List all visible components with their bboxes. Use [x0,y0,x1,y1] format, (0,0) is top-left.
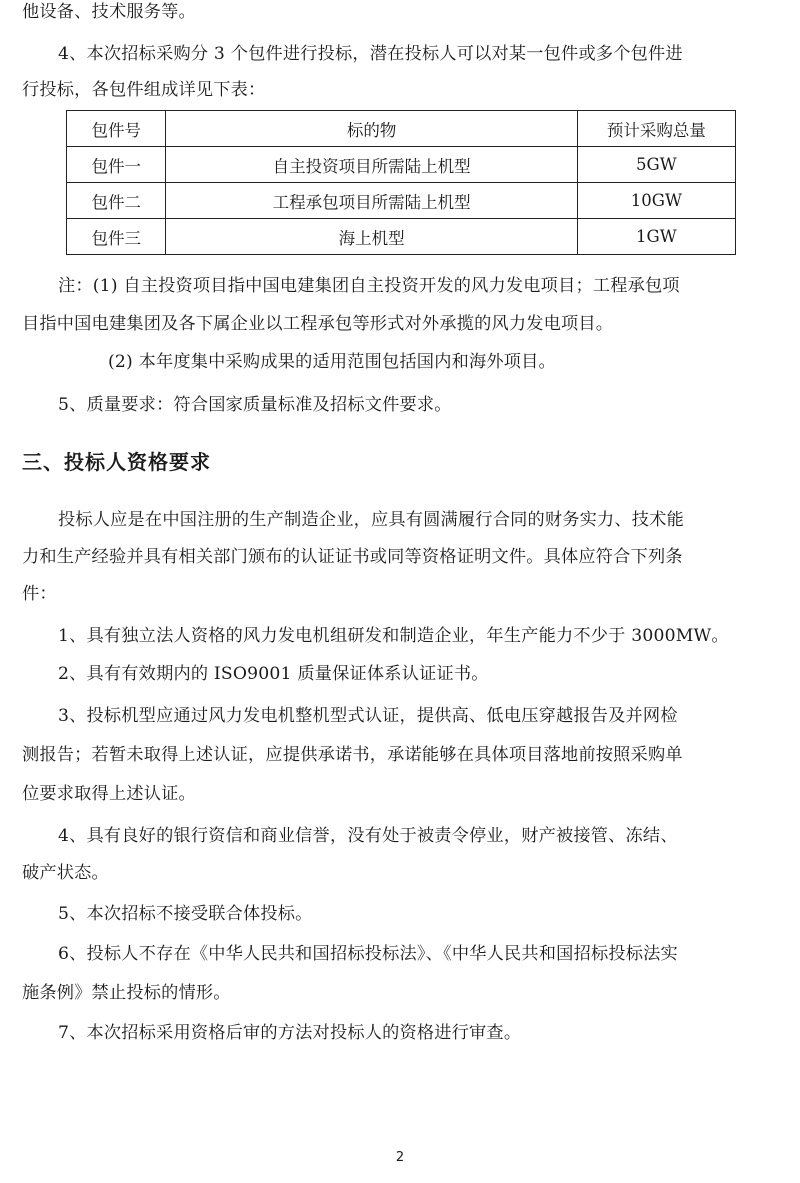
req-4-line-2: 破产状态。 [22,863,109,883]
item-5: 5、质量要求：符合国家质量标准及招标文件要求。 [58,395,452,415]
table-cell: 包件三 [67,219,166,255]
note-1-line-2: 目指中国电建集团及各下属企业以工程承包等形式对外承揽的风力发电项目。 [22,314,614,334]
req-7: 7、本次招标采用资格后审的方法对投标人的资格进行审查。 [58,1023,522,1043]
table-row [67,147,736,183]
item-4-line-2: 行投标，各包件组成详见下表： [22,80,266,100]
req-6-line-1: 6、投标人不存在《中华人民共和国招标投标法》、《中华人民共和国招标投标法实 [58,944,678,964]
table-row [67,219,736,255]
table-cell: 自主投资项目所需陆上机型 [166,147,577,183]
section-title: 三、投标人资格要求 [22,450,211,474]
package-table [66,110,736,255]
table-row [67,183,736,219]
note-1-line-1: 注：(1) 自主投资项目指中国电建集团自主投资开发的风力发电项目；工程承包项 [58,276,680,296]
note-2: (2) 本年度集中采购成果的适用范围包括国内和海外项目。 [108,352,556,372]
table-cell: 5GW [577,147,735,183]
table-cell: 包件二 [67,183,166,219]
table-cell: 10GW [577,183,735,219]
req-intro-line-3: 件： [22,584,57,604]
header-cell: 预计采购总量 [577,111,735,147]
table-cell: 海上机型 [166,219,577,255]
req-3-line-2: 测报告；若暂未取得上述认证，应提供承诺书，承诺能够在具体项目落地前按照采购单 [22,745,683,765]
req-intro-line-1: 投标人应是在中国注册的生产制造企业，应具有圆满履行合同的财务实力、技术能 [58,510,684,530]
req-5: 5、本次招标不接受联合体投标。 [58,904,313,924]
req-2: 2、具有有效期内的 ISO9001 质量保证体系认证证书。 [58,664,489,684]
table-cell: 包件一 [67,147,166,183]
table-header-row [67,111,736,147]
item-4-line-1: 4、本次招标采购分 3 个包件进行投标，潜在投标人可以对某一包件或多个包件进 [58,44,683,64]
table-cell: 1GW [577,219,735,255]
header-cell: 包件号 [67,111,166,147]
table-cell: 工程承包项目所需陆上机型 [166,183,577,219]
page-number: 2 [395,1150,405,1165]
req-4-line-1: 4、具有良好的银行资信和商业信誉，没有处于被责令停业，财产被接管、冻结、 [58,826,678,846]
req-intro-line-2: 力和生产经验并具有相关部门颁布的认证证书或同等资格证明文件。具体应符合下列条 [22,547,683,567]
req-1: 1、具有独立法人资格的风力发电机组研发和制造企业，年生产能力不少于 3000MW。 [58,626,729,646]
intro-tail: 他设备、技术服务等。 [22,2,196,22]
req-3-line-3: 位要求取得上述认证。 [22,784,196,804]
req-3-line-1: 3、投标机型应通过风力发电机整机型式认证，提供高、低电压穿越报告及并网检 [58,706,678,726]
req-6-line-2: 施条例》禁止投标的情形。 [22,983,231,1003]
header-cell: 标的物 [166,111,577,147]
